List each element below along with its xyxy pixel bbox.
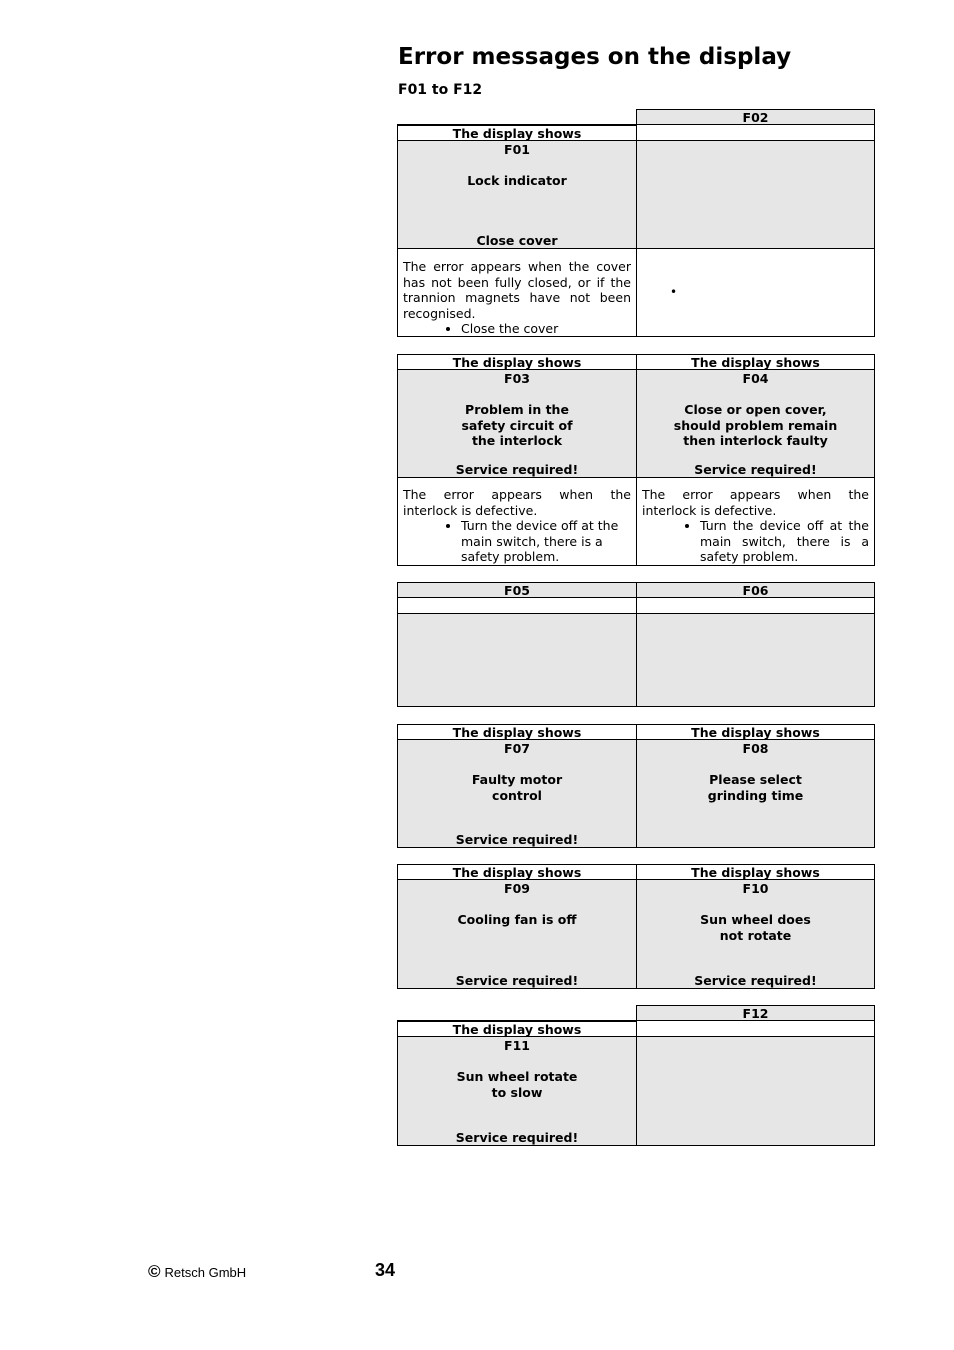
f10-message-line: Sun wheel does: [700, 912, 811, 927]
page-number: 34: [375, 1260, 396, 1280]
f12-empty-header: [636, 1021, 875, 1037]
f09-service-required: Service required!: [455, 972, 579, 988]
f10-code: F10: [742, 881, 769, 896]
f05-empty-header: [397, 598, 636, 614]
page-title: Error messages on the display: [398, 44, 792, 70]
f02-bullet: •: [670, 285, 678, 299]
f11-message-line: Sun wheel rotate: [456, 1069, 578, 1084]
f06-display-cell: [636, 614, 875, 707]
f11-display-cell: [397, 1037, 636, 1146]
f01-description-cell: [397, 249, 636, 337]
error-table-f11-f12: [397, 1005, 875, 1146]
empty-header-cell: [397, 1005, 636, 1021]
f07-display-cell: [397, 740, 636, 848]
f01-description: The error appears when the cover has not been fully closed, or if the trannion magnets have not been recognised.: [403, 259, 631, 321]
f07-message-line: control: [492, 787, 542, 803]
f03-display-cell: [397, 370, 636, 478]
page-subtitle: F01 to F12: [398, 82, 483, 98]
error-table-f05-f06: [397, 582, 875, 707]
f01-display-cell: [397, 141, 636, 249]
f08-message-line: Please select: [709, 772, 802, 787]
f01-code: F01: [504, 142, 530, 157]
f07-service-required: Service required!: [455, 831, 579, 847]
f10-message-line: not rotate: [719, 927, 792, 943]
f09-display-shows-header: The display shows: [397, 864, 636, 880]
f10-service-required: Service required!: [694, 972, 817, 988]
company-name: Retsch GmbH: [164, 1265, 247, 1280]
f03-code: F03: [504, 371, 530, 386]
f08-display-cell: [636, 740, 875, 848]
f04-code: F04: [742, 371, 769, 386]
f06-code-header: F06: [636, 582, 875, 598]
f01-action: Close cover: [476, 232, 558, 248]
f01-bullet: • Close the cover: [461, 321, 631, 337]
f06-empty-header: [636, 598, 875, 614]
f07-message-line: Faulty motor: [471, 772, 563, 787]
error-table-f07-f08: [397, 724, 875, 848]
f04-message-line: then interlock faulty: [683, 433, 828, 448]
f04-message-line: should problem remain: [673, 417, 838, 433]
error-table-f01-f02: [397, 109, 875, 337]
copyright-icon: ©: [148, 1262, 161, 1281]
f04-description-cell: [636, 478, 875, 566]
f03-message-line: the interlock: [471, 433, 563, 448]
f11-service-required: Service required!: [455, 1129, 579, 1145]
f04-display-cell: [636, 370, 875, 478]
f11-message-line: to slow: [491, 1084, 543, 1100]
f02-description-cell: [636, 249, 875, 337]
f05-display-cell: [397, 614, 636, 707]
f01-display-shows-header: The display shows: [397, 125, 636, 141]
f11-code: F11: [504, 1038, 530, 1053]
f11-display-shows-header: The display shows: [397, 1021, 636, 1037]
f12-display-cell: [636, 1037, 875, 1146]
f03-description-cell: [397, 478, 636, 566]
f02-display-cell: [636, 141, 875, 249]
f05-code-header: F05: [397, 582, 636, 598]
footer-copyright: [148, 1262, 246, 1282]
f10-display-cell: [636, 880, 875, 989]
f08-display-shows-header: The display shows: [636, 724, 875, 740]
error-table-f03-f04: [397, 354, 875, 566]
f04-message-line: Close or open cover,: [684, 402, 827, 417]
f04-service-required: Service required!: [694, 461, 817, 477]
f01-message: Lock indicator: [467, 173, 567, 188]
f03-service-required: Service required!: [455, 461, 579, 477]
f03-bullet: • Turn the device off at the main switch, there is a safety problem.: [461, 518, 631, 565]
f03-description: The error appears when the interlock is defective.: [403, 487, 631, 518]
f03-display-shows-header: The display shows: [397, 354, 636, 370]
f12-code-header: F12: [636, 1005, 875, 1021]
f02-code-header: F02: [636, 109, 875, 125]
f08-code: F08: [742, 741, 769, 756]
f09-display-cell: [397, 880, 636, 989]
f08-message-line: grinding time: [707, 787, 804, 803]
f04-display-shows-header: The display shows: [636, 354, 875, 370]
f04-description: The error appears when the interlock is defective.: [642, 487, 869, 518]
error-table-f09-f10: [397, 864, 875, 989]
f09-message: Cooling fan is off: [457, 912, 577, 927]
empty-header-cell: [397, 109, 636, 125]
f10-display-shows-header: The display shows: [636, 864, 875, 880]
f07-code: F07: [504, 741, 530, 756]
f07-display-shows-header: The display shows: [397, 724, 636, 740]
f03-message-line: safety circuit of: [461, 417, 573, 433]
f09-code: F09: [504, 881, 530, 896]
f03-message-line: Problem in the: [465, 402, 569, 417]
f02-empty-header: [636, 125, 875, 141]
f04-bullet: • Turn the device off at the main switch, there is a safety problem.: [700, 518, 869, 565]
